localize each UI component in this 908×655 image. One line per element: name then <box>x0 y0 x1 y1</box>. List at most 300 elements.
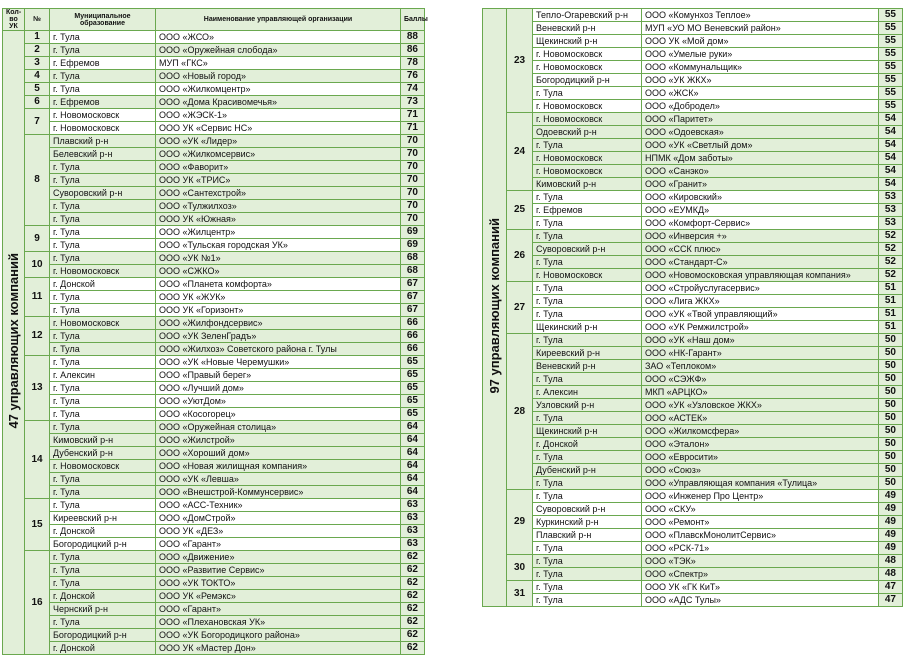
score-cell: 65 <box>401 395 425 408</box>
organization-cell: ООО «Жилстрой» <box>156 434 401 447</box>
score-cell: 71 <box>401 122 425 135</box>
score-cell: 73 <box>401 96 425 109</box>
organization-cell: ООО «Инверсия +» <box>642 230 879 243</box>
table-row <box>3 486 425 499</box>
organization-cell: ООО «Жилхоз» Советского района г. Тулы <box>156 343 401 356</box>
municipality-cell: г. Тула <box>533 191 642 204</box>
score-cell: 69 <box>401 226 425 239</box>
score-cell: 70 <box>401 148 425 161</box>
organization-cell: ООО УК «ЖУК» <box>156 291 401 304</box>
table-row <box>3 187 425 200</box>
municipality-cell: Киреевский р-н <box>50 512 156 525</box>
table-row <box>483 282 903 295</box>
organization-cell: ООО «Жилфондсервис» <box>156 317 401 330</box>
municipality-cell: Щекинский р-н <box>533 425 642 438</box>
municipality-cell: г. Тула <box>50 577 156 590</box>
header-score: Баллы <box>401 9 425 31</box>
municipality-cell: г. Новомосковск <box>533 165 642 178</box>
table-row <box>483 334 903 347</box>
municipality-cell: Узловский р-н <box>533 399 642 412</box>
organization-cell: ООО «Санэко» <box>642 165 879 178</box>
score-cell: 69 <box>401 239 425 252</box>
municipality-cell: г. Тула <box>533 594 642 607</box>
table-row <box>483 35 903 48</box>
organization-cell: ООО «УК «Левша» <box>156 473 401 486</box>
municipality-cell: г. Тула <box>50 239 156 252</box>
organization-cell: МКП «АРЦКО» <box>642 386 879 399</box>
table-row <box>3 252 425 265</box>
score-cell: 65 <box>401 356 425 369</box>
table-row <box>483 438 903 451</box>
municipality-cell: г. Тула <box>50 421 156 434</box>
municipality-cell: г. Донской <box>50 642 156 655</box>
score-cell: 76 <box>401 70 425 83</box>
organization-cell: ООО «Плехановская УК» <box>156 616 401 629</box>
municipality-cell: г. Тула <box>50 291 156 304</box>
municipality-cell: г. Тула <box>50 213 156 226</box>
rank-cell: 16 <box>25 551 50 655</box>
table-row <box>483 113 903 126</box>
municipality-cell: Тепло-Огаревский р-н <box>533 9 642 22</box>
municipality-cell: г. Тула <box>50 499 156 512</box>
rank-cell: 29 <box>507 490 533 555</box>
score-cell: 51 <box>879 308 903 321</box>
organization-cell: ООО «Оружейная столица» <box>156 421 401 434</box>
table-row <box>483 503 903 516</box>
score-cell: 50 <box>879 477 903 490</box>
table-row <box>483 542 903 555</box>
municipality-cell: г. Тула <box>533 490 642 503</box>
municipality-cell: Плавский р-н <box>50 135 156 148</box>
table-row <box>483 87 903 100</box>
score-cell: 55 <box>879 74 903 87</box>
organization-cell: НПМК «Дом заботы» <box>642 152 879 165</box>
score-cell: 66 <box>401 317 425 330</box>
table-row <box>483 22 903 35</box>
municipality-cell: Богородицкий р-н <box>533 74 642 87</box>
municipality-cell: г. Тула <box>533 412 642 425</box>
table-row <box>483 399 903 412</box>
score-cell: 64 <box>401 447 425 460</box>
score-cell: 67 <box>401 291 425 304</box>
municipality-cell: г. Тула <box>533 230 642 243</box>
rank-cell: 6 <box>25 96 50 109</box>
table-row <box>3 330 425 343</box>
municipality-cell: г. Новомосковск <box>533 113 642 126</box>
table-row <box>3 213 425 226</box>
organization-cell: ООО «Союз» <box>642 464 879 477</box>
organization-cell: ООО УК «Ремэкс» <box>156 590 401 603</box>
table-row <box>3 551 425 564</box>
table-row <box>3 291 425 304</box>
municipality-cell: г. Тула <box>50 70 156 83</box>
table-row <box>3 278 425 291</box>
rank-cell: 11 <box>25 278 50 317</box>
score-cell: 53 <box>879 217 903 230</box>
municipality-cell: г. Тула <box>533 581 642 594</box>
score-cell: 55 <box>879 9 903 22</box>
table-row <box>3 395 425 408</box>
municipality-cell: Богородицкий р-н <box>50 629 156 642</box>
organization-cell: ООО «Инженер Про Центр» <box>642 490 879 503</box>
municipality-cell: г. Тула <box>50 174 156 187</box>
organization-cell: ООО «Евросити» <box>642 451 879 464</box>
score-cell: 65 <box>401 408 425 421</box>
score-cell: 62 <box>401 551 425 564</box>
score-cell: 62 <box>401 629 425 642</box>
rank-cell: 1 <box>25 31 50 44</box>
municipality-cell: Кимовский р-н <box>533 178 642 191</box>
organization-cell: ООО «Новая жилищная компания» <box>156 460 401 473</box>
municipality-cell: г. Тула <box>533 217 642 230</box>
organization-cell: ООО «Жилцентр» <box>156 226 401 239</box>
score-cell: 70 <box>401 174 425 187</box>
organization-cell: ООО «ЖСО» <box>156 31 401 44</box>
municipality-cell: Щекинский р-н <box>533 321 642 334</box>
organization-cell: ООО «УК ТОКТО» <box>156 577 401 590</box>
organization-cell: ООО «Жилкомсервис» <box>156 148 401 161</box>
organization-cell: ООО «Правый берег» <box>156 369 401 382</box>
table-row <box>483 516 903 529</box>
municipality-cell: г. Тула <box>50 473 156 486</box>
score-cell: 64 <box>401 473 425 486</box>
group-count-label: 97 управляющих компаний <box>486 218 502 394</box>
organization-cell: ООО «СЖКО» <box>156 265 401 278</box>
municipality-cell: Чернский р-н <box>50 603 156 616</box>
table-row <box>483 451 903 464</box>
score-cell: 64 <box>401 434 425 447</box>
municipality-cell: г. Тула <box>533 568 642 581</box>
table-row <box>483 321 903 334</box>
organization-cell: ООО УК «Мой дом» <box>642 35 879 48</box>
organization-cell: ООО «Тульская городская УК» <box>156 239 401 252</box>
table-row <box>483 295 903 308</box>
table-row <box>3 603 425 616</box>
municipality-cell: Суворовский р-н <box>533 243 642 256</box>
organization-cell: ООО УК «Мастер Дон» <box>156 642 401 655</box>
rank-cell: 13 <box>25 356 50 421</box>
municipality-cell: г. Тула <box>50 304 156 317</box>
group-count-cell <box>483 9 507 607</box>
table-row <box>483 347 903 360</box>
municipality-cell: г. Новомосковск <box>50 317 156 330</box>
municipality-cell: г. Тула <box>533 542 642 555</box>
table-row <box>483 230 903 243</box>
municipality-cell: Богородицкий р-н <box>50 538 156 551</box>
table-row <box>483 243 903 256</box>
table-row <box>3 161 425 174</box>
organization-cell: ООО «Новый город» <box>156 70 401 83</box>
table-row <box>483 178 903 191</box>
municipality-cell: Суворовский р-н <box>50 187 156 200</box>
score-cell: 55 <box>879 100 903 113</box>
rank-cell: 27 <box>507 282 533 334</box>
table-row <box>483 100 903 113</box>
score-cell: 53 <box>879 191 903 204</box>
table-row <box>483 464 903 477</box>
municipality-cell: г. Донской <box>50 525 156 538</box>
municipality-cell: г. Тула <box>50 343 156 356</box>
organization-cell: ООО «НК-Гарант» <box>642 347 879 360</box>
table-row <box>3 356 425 369</box>
organization-cell: ООО «УК ЗеленГрадъ» <box>156 330 401 343</box>
municipality-cell: г. Тула <box>50 486 156 499</box>
score-cell: 78 <box>401 57 425 70</box>
municipality-cell: Киреевский р-н <box>533 347 642 360</box>
municipality-cell: г. Тула <box>533 308 642 321</box>
organization-cell: ООО «УК ЖКХ» <box>642 74 879 87</box>
score-cell: 50 <box>879 399 903 412</box>
table-row <box>3 616 425 629</box>
score-cell: 67 <box>401 304 425 317</box>
score-cell: 49 <box>879 529 903 542</box>
score-cell: 52 <box>879 269 903 282</box>
table-row <box>3 148 425 161</box>
organization-cell: ООО «Кировский» <box>642 191 879 204</box>
organization-cell: МУП «ГКС» <box>156 57 401 70</box>
municipality-cell: г. Тула <box>50 83 156 96</box>
table-row <box>483 61 903 74</box>
organization-cell: ООО «УК «Твой управляющий» <box>642 308 879 321</box>
organization-cell: ООО «ТЭК» <box>642 555 879 568</box>
rank-cell: 25 <box>507 191 533 230</box>
table-row <box>483 165 903 178</box>
score-cell: 70 <box>401 187 425 200</box>
table-row <box>483 594 903 607</box>
score-cell: 49 <box>879 503 903 516</box>
rank-cell: 8 <box>25 135 50 226</box>
table-row <box>3 304 425 317</box>
score-cell: 51 <box>879 321 903 334</box>
organization-cell: ООО «УК Богородицкого района» <box>156 629 401 642</box>
table-row <box>3 239 425 252</box>
table-row <box>3 408 425 421</box>
municipality-cell: г. Новомосковск <box>533 48 642 61</box>
table-row <box>3 369 425 382</box>
organization-cell: ООО «УК «Наш дом» <box>642 334 879 347</box>
organization-cell: ООО «ПлавскМонолитСервис» <box>642 529 879 542</box>
municipality-cell: г. Донской <box>50 590 156 603</box>
rank-cell: 7 <box>25 109 50 135</box>
rank-cell: 2 <box>25 44 50 57</box>
score-cell: 50 <box>879 451 903 464</box>
municipality-cell: г. Тула <box>533 282 642 295</box>
score-cell: 49 <box>879 516 903 529</box>
organization-cell: ЗАО «Теплоком» <box>642 360 879 373</box>
municipality-cell: г. Ефремов <box>50 57 156 70</box>
score-cell: 62 <box>401 603 425 616</box>
score-cell: 62 <box>401 616 425 629</box>
municipality-cell: г. Донской <box>533 438 642 451</box>
score-cell: 55 <box>879 35 903 48</box>
score-cell: 63 <box>401 512 425 525</box>
score-cell: 55 <box>879 87 903 100</box>
municipality-cell: г. Тула <box>50 31 156 44</box>
table-row <box>3 83 425 96</box>
organization-cell: ООО «Движение» <box>156 551 401 564</box>
table-row <box>483 308 903 321</box>
table-row <box>3 590 425 603</box>
organization-cell: ООО «Планета комфорта» <box>156 278 401 291</box>
score-cell: 54 <box>879 126 903 139</box>
right-ranking-table <box>482 8 902 653</box>
organization-cell: ООО «УК «Светлый дом» <box>642 139 879 152</box>
organization-cell: ООО «ЖСК» <box>642 87 879 100</box>
score-cell: 64 <box>401 421 425 434</box>
organization-cell: ООО «УК «Лидер» <box>156 135 401 148</box>
table-row <box>483 126 903 139</box>
table-row <box>3 447 425 460</box>
score-cell: 62 <box>401 564 425 577</box>
score-cell: 68 <box>401 265 425 278</box>
rank-cell: 31 <box>507 581 533 607</box>
score-cell: 66 <box>401 343 425 356</box>
table-row <box>3 57 425 70</box>
municipality-cell: г. Тула <box>533 256 642 269</box>
organization-cell: ООО «Лучший дом» <box>156 382 401 395</box>
score-cell: 62 <box>401 590 425 603</box>
table-row <box>483 555 903 568</box>
table-row <box>483 191 903 204</box>
organization-cell: ООО УК «ГК КиТ» <box>642 581 879 594</box>
organization-cell: ООО УК «Горизонт» <box>156 304 401 317</box>
municipality-cell: Щекинский р-н <box>533 35 642 48</box>
organization-cell: ООО «СКУ» <box>642 503 879 516</box>
table-row <box>3 135 425 148</box>
score-cell: 48 <box>879 568 903 581</box>
municipality-cell: г. Тула <box>50 252 156 265</box>
table-row <box>483 581 903 594</box>
municipality-cell: г. Новомосковск <box>50 265 156 278</box>
score-cell: 86 <box>401 44 425 57</box>
score-cell: 50 <box>879 373 903 386</box>
table-row <box>483 9 903 22</box>
table-row <box>483 139 903 152</box>
score-cell: 50 <box>879 347 903 360</box>
organization-cell: ООО «Фаворит» <box>156 161 401 174</box>
municipality-cell: г. Новомосковск <box>533 100 642 113</box>
score-cell: 48 <box>879 555 903 568</box>
municipality-cell: г. Алексин <box>533 386 642 399</box>
municipality-cell: г. Тула <box>533 295 642 308</box>
organization-cell: ООО УК «ДЕЗ» <box>156 525 401 538</box>
municipality-cell: г. Ефремов <box>50 96 156 109</box>
score-cell: 66 <box>401 330 425 343</box>
organization-cell: ООО УК «ТРИС» <box>156 174 401 187</box>
score-cell: 70 <box>401 135 425 148</box>
organization-cell: ООО «АДС Тулы» <box>642 594 879 607</box>
municipality-cell: г. Ефремов <box>533 204 642 217</box>
table-row <box>3 564 425 577</box>
municipality-cell: г. Тула <box>50 330 156 343</box>
organization-cell: ООО «УК Ремжилстрой» <box>642 321 879 334</box>
organization-cell: ООО «Внешстрой-Коммунсервис» <box>156 486 401 499</box>
table-row <box>483 217 903 230</box>
municipality-cell: Суворовский р-н <box>533 503 642 516</box>
municipality-cell: г. Алексин <box>50 369 156 382</box>
table-row <box>3 122 425 135</box>
score-cell: 50 <box>879 360 903 373</box>
organization-cell: ООО «ЕУМКД» <box>642 204 879 217</box>
organization-cell: ООО «ДомСтрой» <box>156 512 401 525</box>
municipality-cell: г. Тула <box>50 44 156 57</box>
header-group-count: Кол-во УК <box>3 9 25 31</box>
organization-cell: ООО «ЖЭСК-1» <box>156 109 401 122</box>
table-row <box>3 226 425 239</box>
organization-cell: ООО «Гарант» <box>156 603 401 616</box>
municipality-cell: г. Тула <box>50 200 156 213</box>
rank-cell: 9 <box>25 226 50 252</box>
table-row <box>3 317 425 330</box>
header-organization: Наименование управляющей организации <box>156 9 401 31</box>
rank-cell: 10 <box>25 252 50 278</box>
organization-cell: ООО «Жилкомсфера» <box>642 425 879 438</box>
municipality-cell: Белевский р-н <box>50 148 156 161</box>
organization-cell: ООО «ССК плюс» <box>642 243 879 256</box>
table-row <box>3 499 425 512</box>
organization-cell: ООО «АСТЕК» <box>642 412 879 425</box>
table-row <box>483 204 903 217</box>
organization-cell: ООО «Стройуслугасервис» <box>642 282 879 295</box>
municipality-cell: г. Новомосковск <box>533 61 642 74</box>
table-row <box>3 174 425 187</box>
organization-cell: ООО «Стандарт-С» <box>642 256 879 269</box>
table-row <box>3 109 425 122</box>
organization-cell: ООО «Умелые руки» <box>642 48 879 61</box>
rank-cell: 30 <box>507 555 533 581</box>
municipality-cell: г. Тула <box>50 382 156 395</box>
table-row <box>483 360 903 373</box>
table-row <box>3 70 425 83</box>
municipality-cell: г. Тула <box>533 451 642 464</box>
municipality-cell: г. Тула <box>50 564 156 577</box>
score-cell: 50 <box>879 425 903 438</box>
score-cell: 62 <box>401 577 425 590</box>
table-row <box>483 256 903 269</box>
table-row <box>3 629 425 642</box>
score-cell: 50 <box>879 412 903 425</box>
score-cell: 64 <box>401 460 425 473</box>
organization-cell: ООО «УК «Узловское ЖКХ» <box>642 399 879 412</box>
table-row <box>3 473 425 486</box>
score-cell: 53 <box>879 204 903 217</box>
municipality-cell: г. Тула <box>50 616 156 629</box>
rank-cell: 14 <box>25 421 50 499</box>
rank-cell: 24 <box>507 113 533 191</box>
organization-cell: ООО «Гарант» <box>156 538 401 551</box>
organization-cell: ООО «Паритет» <box>642 113 879 126</box>
municipality-cell: г. Тула <box>50 551 156 564</box>
organization-cell: ООО «Дома Красивомечья» <box>156 96 401 109</box>
table-row <box>483 74 903 87</box>
organization-cell: ООО «Лига ЖКХ» <box>642 295 879 308</box>
score-cell: 64 <box>401 486 425 499</box>
score-cell: 51 <box>879 295 903 308</box>
rank-cell: 28 <box>507 334 533 490</box>
table-row <box>3 343 425 356</box>
organization-cell: ООО «Коммунальщик» <box>642 61 879 74</box>
table-row <box>483 386 903 399</box>
left-ranking-table <box>2 8 428 653</box>
score-cell: 63 <box>401 538 425 551</box>
score-cell: 47 <box>879 581 903 594</box>
score-cell: 51 <box>879 282 903 295</box>
organization-cell: ООО «УК «Новые Черемушки» <box>156 356 401 369</box>
organization-cell: ООО «Ремонт» <box>642 516 879 529</box>
score-cell: 55 <box>879 61 903 74</box>
score-cell: 49 <box>879 542 903 555</box>
organization-cell: ООО «Управляющая компания «Тулица» <box>642 477 879 490</box>
